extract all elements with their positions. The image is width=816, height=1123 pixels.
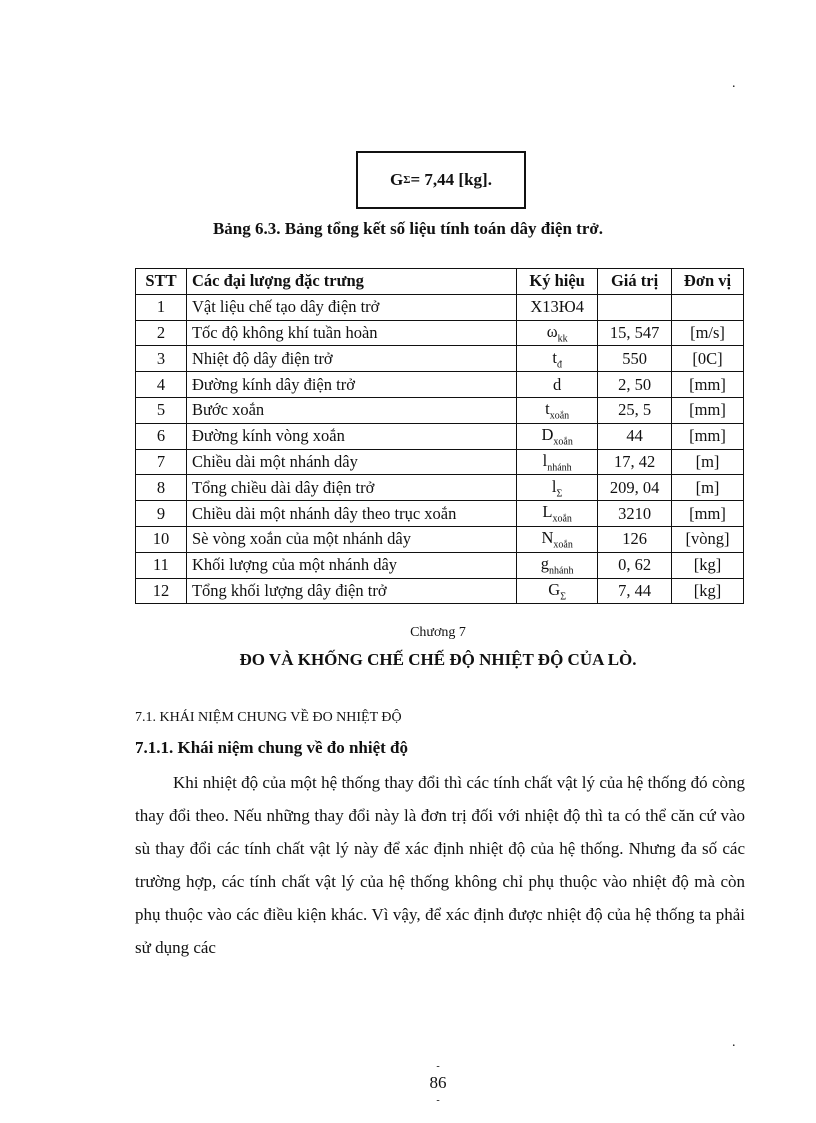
cell-stt: 12 xyxy=(136,578,187,604)
symbol-main: N xyxy=(541,528,554,548)
header-value: Giá trị xyxy=(598,269,672,295)
cell-value: 2, 50 xyxy=(598,372,672,398)
table-row xyxy=(136,578,744,604)
cell-unit: [mm] xyxy=(672,397,744,423)
symbol-main: X13Ю4 xyxy=(530,297,584,317)
table-row xyxy=(136,294,744,320)
cell-name: Khối lượng của một nhánh dây xyxy=(186,552,516,578)
cell-symbol xyxy=(517,423,598,449)
symbol-subscript: Σ xyxy=(556,487,563,499)
cell-stt: 2 xyxy=(136,320,187,346)
formula-box xyxy=(356,151,526,209)
page-dash-bottom: - xyxy=(436,1095,440,1106)
cell-stt: 4 xyxy=(136,372,187,398)
symbol-main: l xyxy=(542,450,548,470)
cell-unit: [mm] xyxy=(672,501,744,527)
formula-subscript: Σ xyxy=(403,174,411,186)
symbol-main: ω xyxy=(546,321,558,341)
cell-stt: 10 xyxy=(136,526,187,552)
table-row xyxy=(136,423,744,449)
page-dash-top: - xyxy=(436,1061,440,1072)
table-row xyxy=(136,526,744,552)
cell-stt: 3 xyxy=(136,346,187,372)
cell-unit: [m] xyxy=(672,475,744,501)
symbol-subscript: nhánh xyxy=(549,565,574,577)
cell-name: Chiều dài một nhánh dây xyxy=(186,449,516,475)
table-body xyxy=(136,294,744,604)
subsection-heading: 7.1.1. Khái niệm chung về đo nhiệt độ xyxy=(135,738,408,757)
header-symbol: Ký hiệu xyxy=(517,269,598,295)
summary-table xyxy=(135,268,744,604)
chapter-title: ĐO VÀ KHỐNG CHẾ CHẾ ĐỘ NHIỆT ĐỘ CỦA LÒ. xyxy=(239,650,637,669)
cell-unit: [m] xyxy=(672,449,744,475)
cell-name: Tổng khối lượng dây điện trở xyxy=(186,578,516,604)
table-row xyxy=(136,320,744,346)
cell-name: Đường kính dây điện trở xyxy=(186,372,516,398)
cell-unit: [kg] xyxy=(672,578,744,604)
cell-name: Tổng chiều dài dây điện trở xyxy=(186,475,516,501)
table-header-row xyxy=(136,269,744,295)
cell-value xyxy=(598,294,672,320)
cell-unit: [0C] xyxy=(672,346,744,372)
symbol-subscript: kk xyxy=(557,333,568,345)
cell-symbol xyxy=(517,578,598,604)
cell-unit: [m/s] xyxy=(672,320,744,346)
header-unit: Đơn vị xyxy=(672,269,744,295)
cell-name: Tốc độ không khí tuần hoàn xyxy=(186,320,516,346)
cell-value: 25, 5 xyxy=(598,397,672,423)
symbol-subscript: xoắn xyxy=(553,436,573,448)
table-row xyxy=(136,552,744,578)
cell-unit: [mm] xyxy=(672,423,744,449)
cell-stt: 8 xyxy=(136,475,187,501)
table-row xyxy=(136,449,744,475)
table-row xyxy=(136,372,744,398)
cell-value: 7, 44 xyxy=(598,578,672,604)
body-paragraph xyxy=(135,766,745,964)
symbol-main: G xyxy=(548,579,561,599)
corner-mark-bottom: . xyxy=(732,1035,736,1050)
cell-name: Bước xoắn xyxy=(186,397,516,423)
symbol-subscript: xoắn xyxy=(553,539,573,551)
cell-unit: [kg] xyxy=(672,552,744,578)
cell-name: Vật liệu chế tạo dây điện trở xyxy=(186,294,516,320)
cell-name: Đường kính vòng xoắn xyxy=(186,423,516,449)
cell-symbol xyxy=(517,501,598,527)
cell-unit: [mm] xyxy=(672,372,744,398)
symbol-main: l xyxy=(551,476,557,496)
cell-value: 126 xyxy=(598,526,672,552)
cell-stt: 6 xyxy=(136,423,187,449)
symbol-main: d xyxy=(553,374,562,394)
symbol-subscript: nhánh xyxy=(547,462,572,474)
formula-value: = 7,44 [kg]. xyxy=(410,170,492,189)
table-caption: Bảng 6.3. Bảng tổng kết số liệu tính toán dây điện trở. xyxy=(212,219,604,238)
cell-symbol xyxy=(517,449,598,475)
table-row xyxy=(136,501,744,527)
cell-value: 209, 04 xyxy=(598,475,672,501)
cell-unit: [vòng] xyxy=(672,526,744,552)
symbol-subscript: xoắn xyxy=(549,410,570,422)
corner-mark-top: . xyxy=(732,76,736,91)
cell-stt: 1 xyxy=(136,294,187,320)
symbol-main: L xyxy=(542,502,553,522)
table-row xyxy=(136,475,744,501)
cell-stt: 7 xyxy=(136,449,187,475)
formula-symbol: G xyxy=(390,170,404,189)
cell-symbol xyxy=(517,552,598,578)
cell-value: 550 xyxy=(598,346,672,372)
cell-name: Nhiệt độ dây điện trở xyxy=(186,346,516,372)
cell-symbol xyxy=(517,475,598,501)
table-row xyxy=(136,346,744,372)
cell-value: 17, 42 xyxy=(598,449,672,475)
cell-name: Chiều dài một nhánh dây theo trục xoắn xyxy=(186,501,516,527)
symbol-subscript: đ xyxy=(556,358,562,370)
cell-symbol xyxy=(517,294,598,320)
symbol-main: t xyxy=(545,399,550,419)
cell-unit xyxy=(672,294,744,320)
cell-stt: 11 xyxy=(136,552,187,578)
symbol-main: D xyxy=(541,425,554,445)
paragraph-text: Khi nhiệt độ của một hệ thống thay đổi thì các tính chất vật lý của hệ thống đó còng thay đổi theo. Nếu những thay đổi này là đơn trị đối với nhiệt độ thì ta có thể căn cứ vào sù thay đổi các tính chất vật lý này để xác định nhiệt độ của hệ thống. Nhưng đa số các trường hợp, các tính chất vật lý của hệ thống không chỉ phụ thuộc vào nhiệt độ mà còn phụ thuộc vào các điều kiện khác. Vì vậy, để xác định được nhiệt độ của hệ thống ta phải sử dụng các xyxy=(135,773,745,957)
cell-value: 44 xyxy=(598,423,672,449)
cell-symbol xyxy=(517,526,598,552)
header-name: Các đại lượng đặc trưng xyxy=(186,269,516,295)
cell-name: Sè vòng xoắn của một nhánh dây xyxy=(186,526,516,552)
cell-stt: 5 xyxy=(136,397,187,423)
symbol-main: t xyxy=(552,347,557,367)
chapter-label: Chương 7 xyxy=(410,625,466,640)
header-stt: STT xyxy=(136,269,187,295)
symbol-subscript: Σ xyxy=(560,591,567,603)
symbol-main: g xyxy=(540,554,550,574)
symbol-subscript: xoắn xyxy=(552,513,572,525)
table-row xyxy=(136,397,744,423)
section-heading: 7.1. KHÁI NIỆM CHUNG VỀ ĐO NHIỆT ĐỘ xyxy=(135,710,402,725)
page-number: 86 xyxy=(429,1073,447,1092)
cell-symbol xyxy=(517,397,598,423)
cell-symbol xyxy=(517,372,598,398)
cell-value: 15, 547 xyxy=(598,320,672,346)
cell-value: 3210 xyxy=(598,501,672,527)
cell-value: 0, 62 xyxy=(598,552,672,578)
cell-symbol xyxy=(517,320,598,346)
cell-stt: 9 xyxy=(136,501,187,527)
cell-symbol xyxy=(517,346,598,372)
